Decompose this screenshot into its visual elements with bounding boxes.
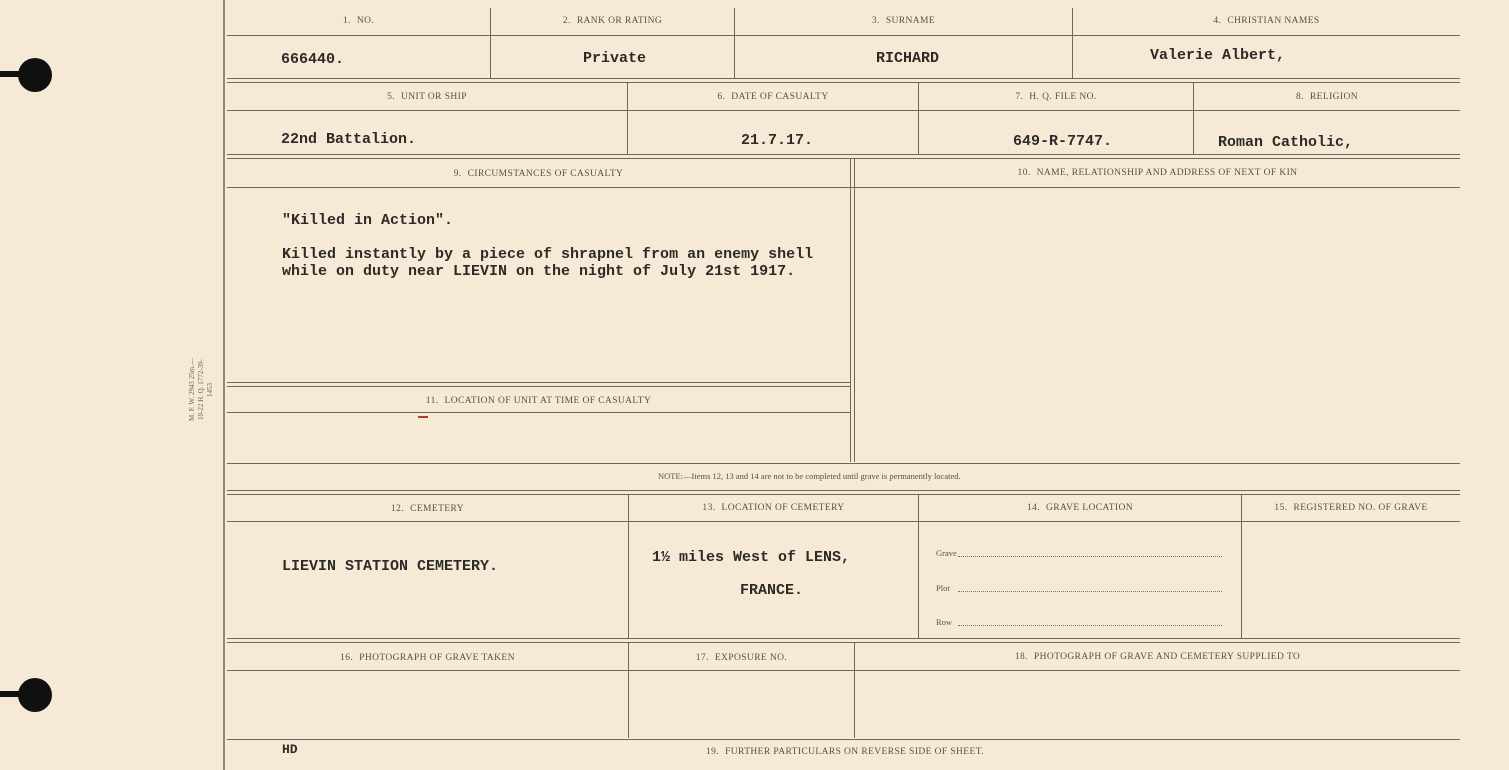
label-unit: 5. UNIT OR SHIP bbox=[387, 92, 467, 102]
value-religion: Roman Catholic, bbox=[1218, 134, 1354, 151]
ink-mark bbox=[418, 416, 428, 418]
punch-hole-top bbox=[18, 58, 52, 92]
label-location-unit: 11. LOCATION OF UNIT AT TIME OF CASUALTY bbox=[425, 396, 652, 406]
value-cemetery: LIEVIN STATION CEMETERY. bbox=[282, 558, 499, 575]
value-christian-names: Valerie Albert, bbox=[1150, 47, 1286, 64]
value-unit: 22nd Battalion. bbox=[281, 131, 417, 148]
form-code: M. F. W. 2943 25m.—10-22 H. Q. 1772-39-1453 bbox=[188, 358, 214, 422]
label-next-of-kin: 10. NAME, RELATIONSHIP AND ADDRESS OF NEXT OF KIN bbox=[1017, 168, 1298, 178]
label-surname: 3. SURNAME bbox=[871, 16, 936, 26]
label-grave-location: 14. GRAVE LOCATION bbox=[1026, 503, 1134, 513]
label-further-particulars: 19. FURTHER PARTICULARS ON REVERSE SIDE OF SHEET. bbox=[706, 747, 984, 757]
label-exposure: 17. EXPOSURE NO. bbox=[695, 653, 788, 663]
label-rank: 2. RANK OR RATING bbox=[562, 16, 663, 26]
label-circumstances: 9. CIRCUMSTANCES OF CASUALTY bbox=[453, 169, 624, 179]
label-religion: 8. RELIGION bbox=[1296, 92, 1358, 102]
punch-hole-bottom bbox=[18, 678, 52, 712]
value-hq-file: 649-R-7747. bbox=[1013, 133, 1113, 150]
value-no: 666440. bbox=[281, 51, 345, 68]
value-rank: Private bbox=[583, 50, 647, 67]
label-hq-file: 7. H. Q. FILE NO. bbox=[1015, 92, 1097, 102]
circumstances-text: Killed instantly by a piece of shrapnel from an enemy shell while on duty near LIEVIN on the night of July 21st 1917. bbox=[282, 246, 814, 280]
label-date: 6. DATE OF CASUALTY bbox=[717, 92, 829, 102]
row-field: Row bbox=[936, 617, 1222, 627]
value-cemetery-location-2: FRANCE. bbox=[740, 582, 804, 599]
label-no: 1. NO. bbox=[342, 16, 375, 26]
label-photo-taken: 16. PHOTOGRAPH OF GRAVE TAKEN bbox=[340, 653, 515, 663]
label-location-cemetery: 13. LOCATION OF CEMETERY bbox=[702, 503, 845, 513]
margin-line bbox=[223, 0, 225, 770]
grave-field: Grave bbox=[936, 548, 1222, 558]
label-cemetery: 12. CEMETERY bbox=[391, 504, 464, 514]
value-date: 21.7.17. bbox=[741, 132, 814, 149]
label-christian-names: 4. CHRISTIAN NAMES bbox=[1213, 16, 1320, 26]
initials: HD bbox=[282, 742, 298, 757]
note-items-12-14: NOTE:—Items 12, 13 and 14 are not to be completed until grave is permanently located. bbox=[658, 471, 961, 481]
circumstances-line1: "Killed in Action". bbox=[282, 212, 454, 229]
label-photo-supplied: 18. PHOTOGRAPH OF GRAVE AND CEMETERY SUPPLIED TO bbox=[1014, 652, 1301, 662]
label-registered-no: 15. REGISTERED NO. OF GRAVE bbox=[1274, 503, 1428, 513]
plot-field: Plot bbox=[936, 583, 1222, 593]
value-surname: RICHARD bbox=[876, 50, 940, 67]
value-cemetery-location-1: 1½ miles West of LENS, bbox=[652, 549, 851, 566]
